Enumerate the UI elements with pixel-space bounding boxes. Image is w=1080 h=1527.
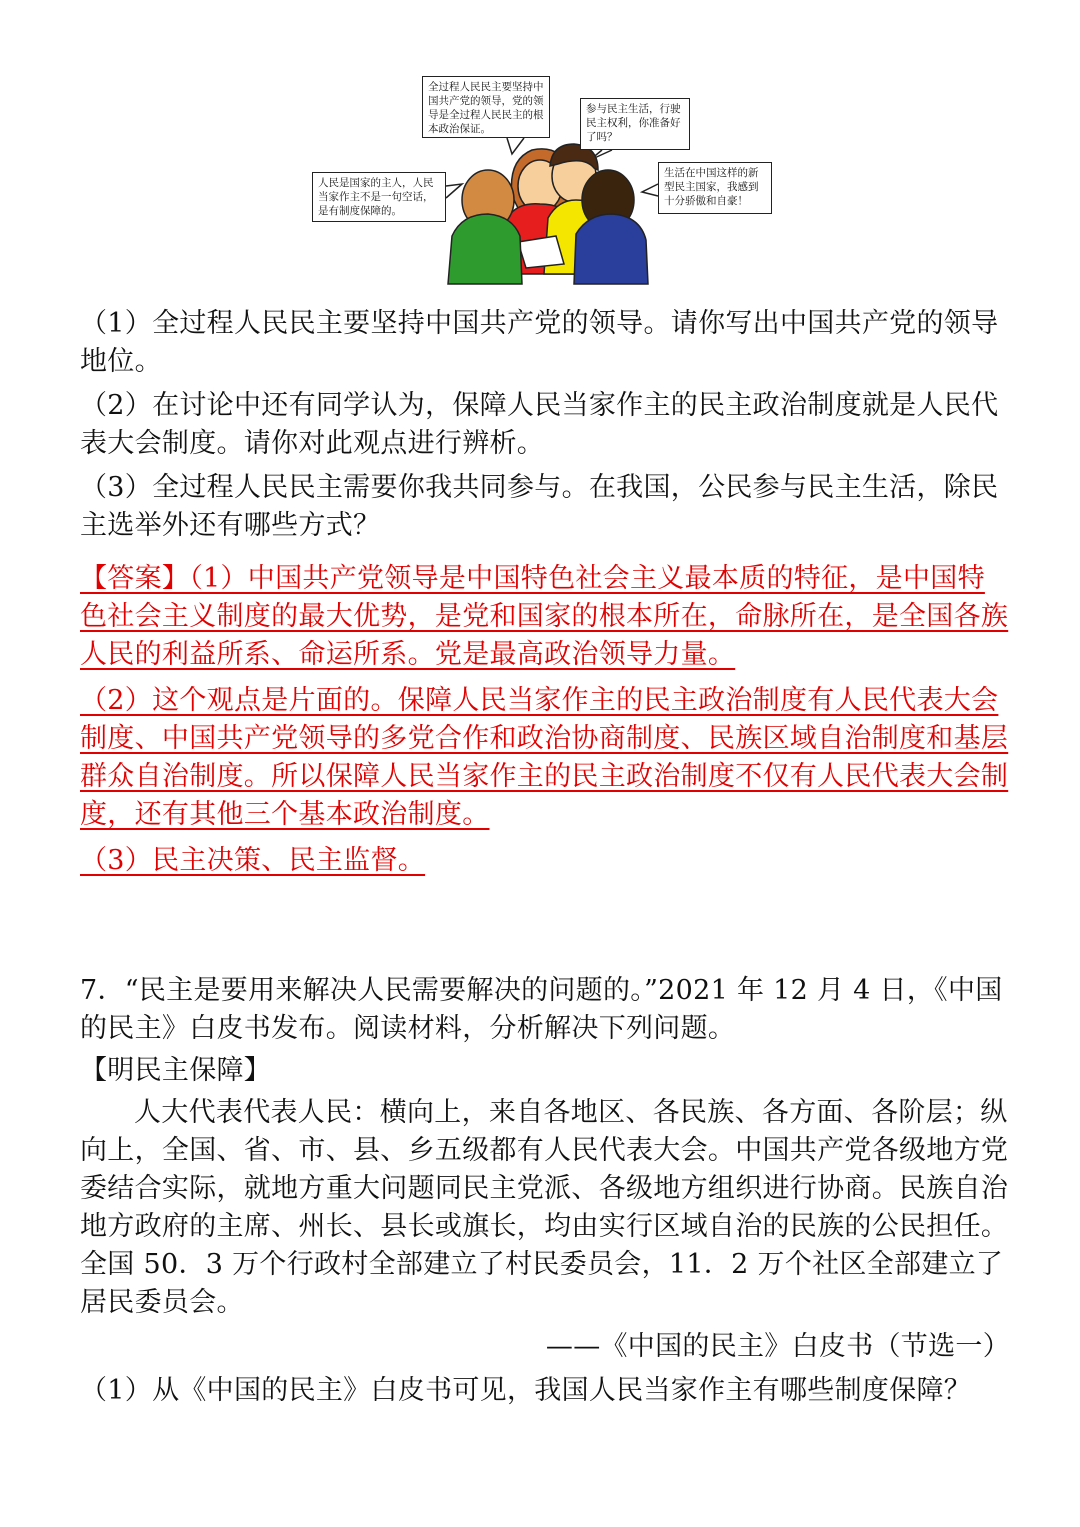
question-7 — [80, 972, 1010, 1410]
q7-material: 人大代表代表人民：横向上，来自各地区、各民族、各方面、各阶层；纵向上，全国、省、市、县、乡五级都有人民代表大会。中国共产党各级地方党委结合实际，就地方重大问题同民主党派、各级地方组织进行协商。民族自治地方政府的主席、州长、县长或旗长，均由实行区域自治的民族的公民担任。全国 50．3 万个行政村全部建立了村民委员会，11．2 万个社区全部建立了居民委员会。 — [80, 1097, 1009, 1318]
speech-bubble-left: 人民是国家的主人，人民当家作主不是一句空话，是有制度保障的。 — [312, 172, 446, 222]
q7-question-1: （1）从《中国的民主》白皮书可见，我国人民当家作主有哪些制度保障？ — [80, 1375, 972, 1406]
speech-bubble-top: 全过程人民民主要坚持中国共产党的领导，党的领导是全过程人民民主的根本政治保证。 — [422, 76, 550, 138]
q6-part-2: （2）在讨论中还有同学认为，保障人民当家作主的民主政治制度就是人民代表大会制度。请你对此观点进行辨析。 — [80, 390, 999, 459]
speech-bubble-right: 生活在中国这样的新型民主国家，我感到十分骄傲和自豪！ — [658, 162, 772, 214]
speech-bubble-right-top: 参与民主生活，行驶民主权利，你准备好了吗？ — [580, 98, 690, 150]
q7-stem: 7．“民主是要用来解决人民需要解决的问题的。”2021 年 12 月 4 日，《中国的民主》白皮书发布。阅读材料，分析解决下列问题。 — [80, 975, 1003, 1044]
question-6-parts — [80, 305, 1010, 545]
answer-block — [80, 560, 1010, 880]
discussion-illustration — [312, 74, 772, 294]
q7-source: ——《中国的民主》白皮书（节选一） — [545, 1331, 1010, 1362]
answer-part-1: 【答案】（1）中国共产党领导是中国特色社会主义最本质的特征，是中国特色社会主义制度的最大优势，是党和国家的根本所在，命脉所在，是全国各族人民的利益所系、命运所系。党是最高政治领导力量。 — [80, 563, 1009, 670]
answer-part-2: （2）这个观点是片面的。保障人民当家作主的民主政治制度有人民代表大会制度、中国共产党领导的多党合作和政治协商制度、民族区域自治制度和基层群众自治制度。所以保障人民当家作主的民主政治制度不仅有人民代表大会制度，还有其他三个基本政治制度。 — [80, 685, 1009, 830]
q6-part-1: （1）全过程人民民主要坚持中国共产党的领导。请你写出中国共产党的领导地位。 — [80, 308, 999, 377]
q6-part-3: （3）全过程人民民主需要你我共同参与。在我国，公民参与民主生活，除民主选举外还有哪些方式？ — [80, 472, 999, 541]
answer-part-3: （3）民主决策、民主监督。 — [80, 845, 426, 876]
q7-section-title: 【明民主保障】 — [80, 1055, 272, 1086]
